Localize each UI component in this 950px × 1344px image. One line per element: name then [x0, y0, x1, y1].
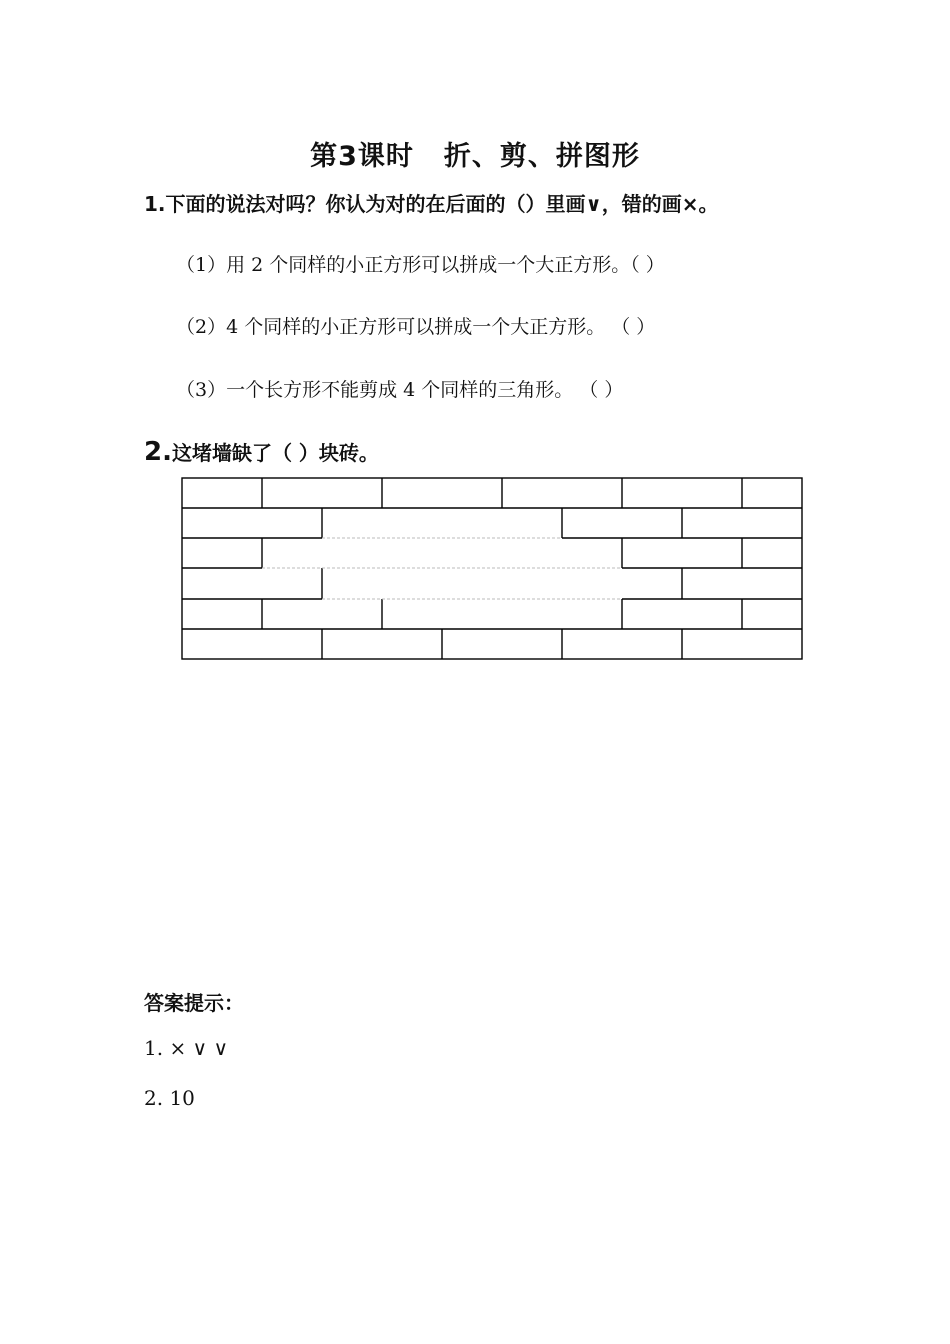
brick-wall-figure: [181, 477, 804, 661]
answer-line-1: 1. × ∨ ∨: [144, 1036, 229, 1060]
question-1-item-3: （3）一个长方形不能剪成 4 个同样的三角形。 （ ）: [176, 379, 624, 401]
lesson-number: 第3课时: [310, 141, 414, 172]
question-2-text: 这堵墙缺了（ ）块砖。: [171, 441, 379, 465]
missing-bricks-area: [262, 538, 622, 599]
page-title: [0, 134, 950, 173]
lesson-topic: 折、剪、拼图形: [443, 141, 640, 172]
question-1-item-1: （1）用 2 个同样的小正方形可以拼成一个大正方形。（ ）: [176, 254, 665, 276]
answer-line-2: 2. 10: [144, 1086, 195, 1110]
question-2-number: 2.: [144, 437, 172, 467]
question-2-prompt: [144, 437, 379, 467]
answer-heading: 答案提示：: [144, 991, 244, 1015]
question-1-prompt: 1.下面的说法对吗？你认为对的在后面的（）里画∨，错的画×。: [144, 192, 719, 216]
question-1-item-2: （2）4 个同样的小正方形可以拼成一个大正方形。 （ ）: [176, 316, 656, 338]
